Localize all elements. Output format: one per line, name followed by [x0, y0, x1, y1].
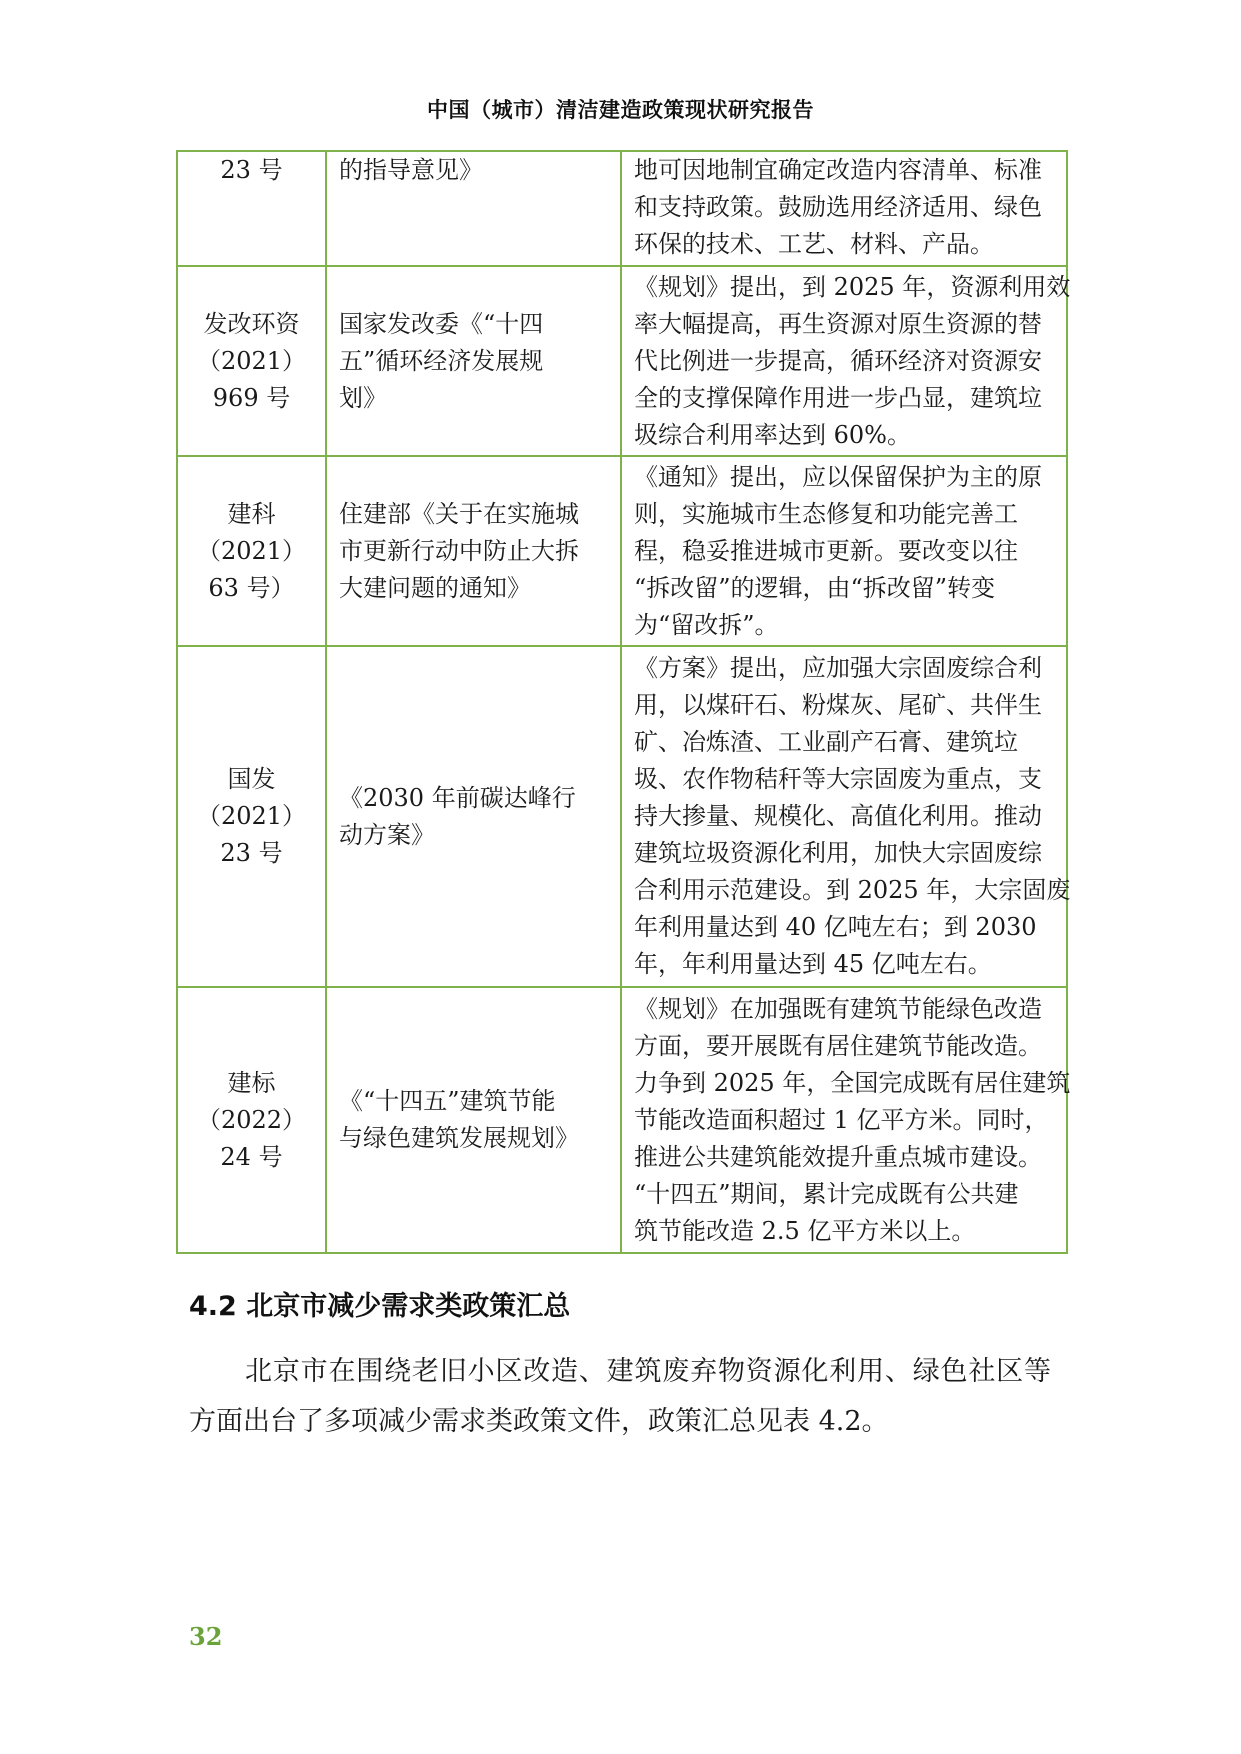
policy-title-cell [326, 646, 621, 987]
policy-content-line: “十四五”期间，累计完成既有公共建 [634, 1179, 1019, 1208]
policy-content-line: “拆改留”的逻辑，由“拆改留”转变 [634, 573, 996, 602]
policy-content-line: 持大掺量、规模化、高值化利用。推动 [634, 802, 1042, 830]
policy-content-line: 代比例进一步提高，循环经济对资源安 [634, 346, 1042, 375]
doc-number-line: 63 号） [208, 573, 295, 602]
table-row [177, 266, 1067, 456]
policy-content-line: 地可因地制宜确定改造内容清单、标准 [634, 156, 1042, 184]
policy-content-cell [621, 646, 1071, 987]
policy-content-line: 环保的技术、工艺、材料、产品。 [634, 230, 994, 258]
doc-number-line: （2021） [196, 536, 307, 565]
policy-table [176, 150, 1071, 1254]
policy-content-line: 《通知》提出，应以保留保护为主的原 [634, 462, 1042, 491]
policy-title-cell [326, 266, 621, 456]
doc-number-line: （2022） [196, 1105, 307, 1134]
doc-number-line: 24 号 [220, 1142, 283, 1171]
section-heading: 4.2 北京市减少需求类政策汇总 [189, 1291, 571, 1322]
policy-content-line: 力争到 2025 年，全国完成既有居住建筑 [634, 1068, 1071, 1097]
body-paragraph: 北京市在围绕老旧小区改造、建筑废弃物资源化利用、绿色社区等方面出台了多项减少需求类政策文件，政策汇总见表 4.2。 [189, 1356, 1051, 1437]
doc-number-line: 建科 [227, 499, 276, 528]
policy-title-line: 《“十四五”建筑节能 [339, 1087, 556, 1115]
policy-content-cell [621, 456, 1067, 646]
table-row [177, 151, 1067, 266]
doc-number-line: 969 号 [212, 383, 291, 412]
policy-content-line: 方面，要开展既有居住建筑节能改造。 [634, 1031, 1042, 1060]
policy-content-line: 矿、冶炼渣、工业副产石膏、建筑垃 [634, 728, 1018, 756]
table-row [177, 987, 1067, 1253]
doc-number-cell [177, 456, 326, 646]
running-header-title: 中国（城市）清洁建造政策现状研究报告 [427, 98, 814, 122]
policy-content-line: 年利用量达到 40 亿吨左右；到 2030 [634, 913, 1037, 941]
page-number: 32 [189, 1622, 223, 1651]
policy-title-line: 划》 [339, 383, 387, 412]
policy-title-line: 住建部《关于在实施城 [339, 499, 579, 528]
policy-content-line: 圾综合利用率达到 60%。 [634, 420, 911, 449]
policy-title-cell [326, 987, 621, 1253]
policy-content-line: 建筑垃圾资源化利用，加快大宗固废综 [634, 839, 1042, 867]
doc-number-line: 国发 [227, 765, 276, 793]
doc-number-line: （2021） [196, 802, 307, 830]
policy-title-line: 市更新行动中防止大拆 [339, 536, 579, 565]
policy-title-cell [326, 151, 621, 266]
doc-number-line: 23 号 [220, 156, 283, 184]
policy-content-line: 用，以煤矸石、粉煤灰、尾矿、共伴生 [634, 691, 1042, 719]
policy-content-line: 筑节能改造 2.5 亿平方米以上。 [634, 1216, 976, 1245]
policy-content-cell [621, 266, 1071, 456]
policy-title-line: 国家发改委《“十四 [339, 309, 544, 338]
policy-title-line: 《2030 年前碳达峰行 [339, 783, 576, 812]
policy-content-line: 圾、农作物秸秆等大宗固废为重点，支 [634, 765, 1042, 793]
policy-title-line: 五”循环经济发展规 [339, 346, 544, 375]
policy-content-line: 程，稳妥推进城市更新。要改变以往 [634, 536, 1018, 565]
policy-content-line: 为“留改拆”。 [634, 610, 779, 639]
doc-number-cell [177, 266, 326, 456]
policy-title-cell [326, 456, 621, 646]
table-row [177, 456, 1067, 646]
policy-title-line: 动方案》 [339, 820, 435, 849]
doc-number-line: 23 号 [220, 839, 283, 867]
doc-number-line: 建标 [227, 1068, 276, 1097]
policy-content-cell [621, 987, 1071, 1253]
policy-title-line: 与绿色建筑发展规划》 [339, 1124, 579, 1152]
policy-content-line: 和支持政策。鼓励选用经济适用、绿色 [634, 193, 1042, 221]
policy-content-line: 《方案》提出，应加强大宗固废综合利 [634, 654, 1042, 682]
policy-content-line: 《规划》提出，到 2025 年，资源利用效 [634, 272, 1071, 301]
policy-content-line: 《规划》在加强既有建筑节能绿色改造 [634, 994, 1042, 1023]
doc-number-line: （2021） [196, 346, 307, 375]
policy-content-line: 则，实施城市生态修复和功能完善工 [634, 499, 1018, 528]
doc-number-line: 发改环资 [203, 309, 300, 338]
policy-content-line: 推进公共建筑能效提升重点城市建设。 [634, 1142, 1042, 1171]
policy-content-line: 率大幅提高，再生资源对原生资源的替 [634, 309, 1042, 338]
policy-content-line: 节能改造面积超过 1 亿平方米。同时， [634, 1105, 1049, 1134]
policy-title-line: 大建问题的通知》 [339, 573, 531, 602]
policy-title-line: 的指导意见》 [339, 156, 483, 184]
doc-number-cell [177, 151, 326, 266]
policy-content-cell [621, 151, 1067, 266]
table-row [177, 646, 1067, 987]
doc-number-cell [177, 646, 326, 987]
policy-content-line: 全的支撑保障作用进一步凸显，建筑垃 [634, 383, 1042, 412]
doc-number-cell [177, 987, 326, 1253]
policy-content-line: 年，年利用量达到 45 亿吨左右。 [634, 950, 992, 978]
policy-content-line: 合利用示范建设。到 2025 年，大宗固废 [634, 876, 1071, 904]
